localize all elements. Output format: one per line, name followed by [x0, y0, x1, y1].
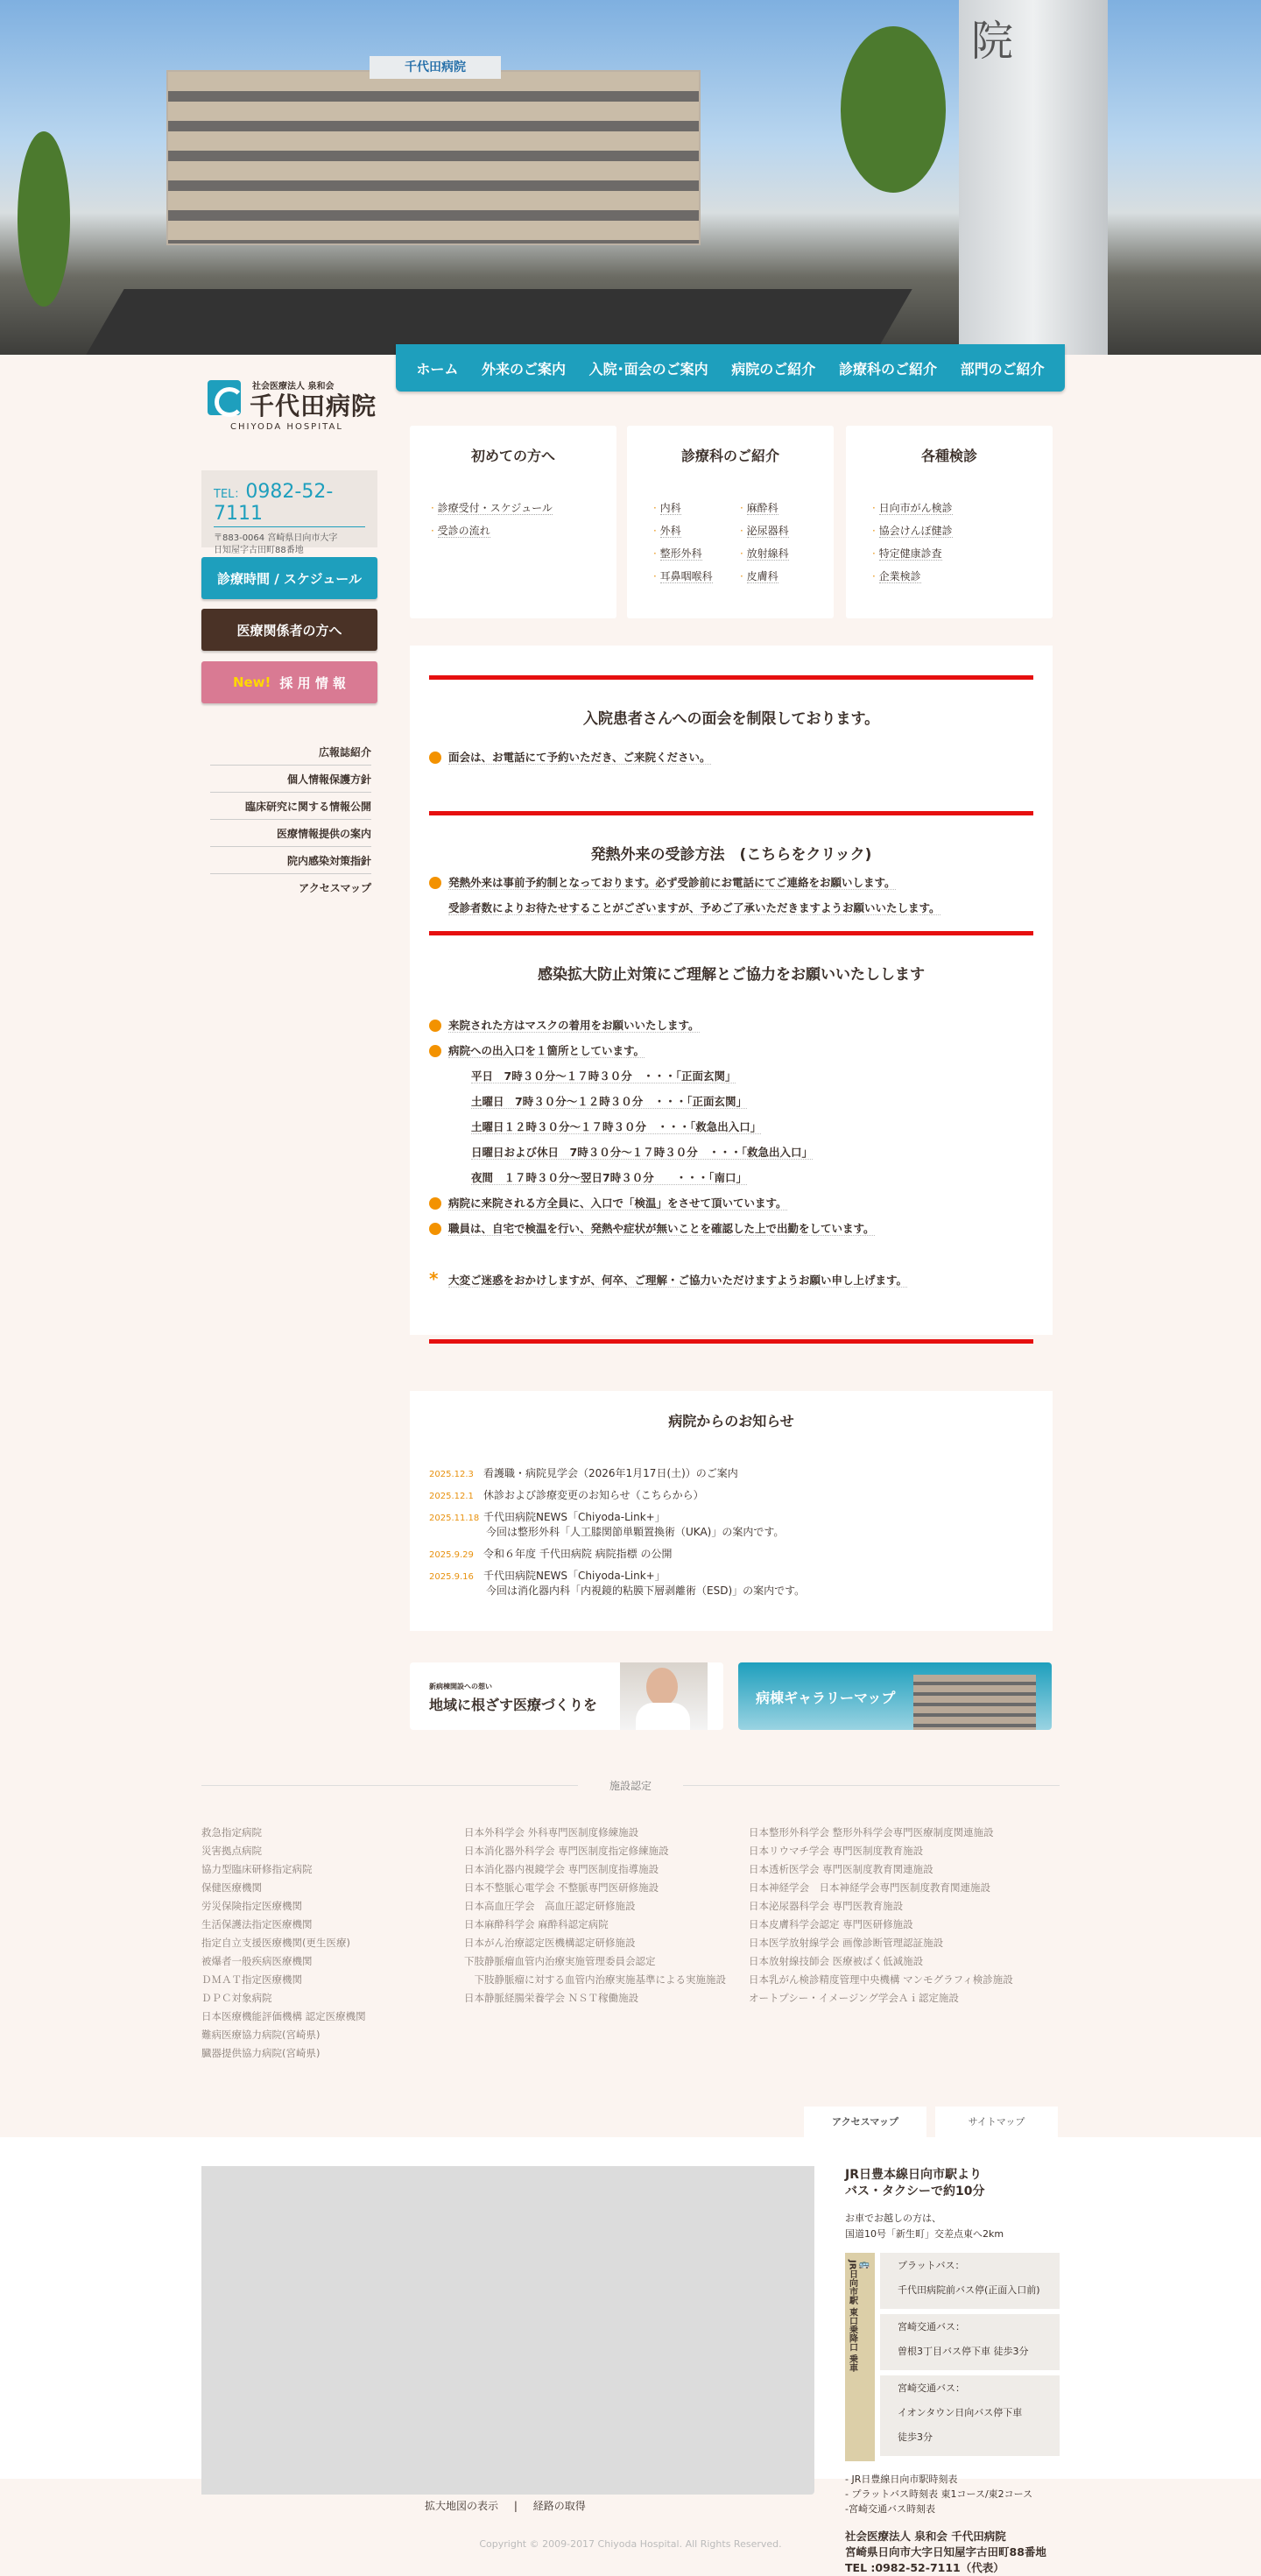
news-title: 病院からのお知らせ [668, 1413, 794, 1429]
fever-clinic-link[interactable]: 発熱外来の受診方法 (こちらをクリック) [590, 846, 872, 864]
facility-item: 日本整形外科学会 整形外科学会専門医療制度関連施設 [749, 1826, 994, 1838]
facilities-col [749, 1824, 1013, 2008]
news-date: 2025.9.29 [429, 1550, 474, 1560]
facilities-heading [201, 1778, 1060, 1793]
notice-title: 感染拡大防止対策にご理解とご協力をお願いいたしします [538, 966, 925, 984]
access-info [845, 2167, 1060, 2576]
nav-about[interactable]: 病院のご紹介 [731, 360, 816, 378]
news-item[interactable] [429, 1546, 1033, 1561]
banner-title: 病棟ギャラリーマップ [756, 1690, 896, 1706]
facility-item: 日本皮膚科学会認定 専門医研修施設 [749, 1918, 913, 1930]
facility-item: 日本不整脈心電学会 不整脈専門医研修施設 [464, 1881, 659, 1894]
news-date: 2025.12.3 [429, 1470, 474, 1479]
notice-line [429, 1274, 1033, 1288]
hours-line [429, 1171, 1033, 1185]
bus-stop-name: 千代田病院前バス停(正面入口前) [889, 2281, 1051, 2300]
notice-text: 来院された方はマスクの着用をお願いいたします。 [448, 1019, 700, 1032]
facilities-title: 施設認定 [609, 1780, 652, 1792]
facility-item: 協力型臨床研修指定病院 [201, 1863, 313, 1875]
notice-title: 入院患者さんへの面会を制限しております。 [582, 710, 880, 728]
facility-item: 日本リウマチ学会 専門医制度教育施設 [749, 1845, 924, 1857]
card-item [653, 523, 729, 538]
logo-mark-icon [208, 380, 241, 415]
news-item[interactable] [429, 1568, 1033, 1598]
news-text: 看護職・病院見学会（2026年1月17日(土)）のご案内 [483, 1467, 738, 1479]
hours-line [429, 1120, 1033, 1134]
timetable-link[interactable]: - JR日豊線日向市駅時刻表 [845, 2474, 958, 2485]
card-departments [627, 426, 834, 618]
hours-line [429, 1069, 1033, 1083]
card-item [872, 500, 1035, 515]
hours-line [429, 1095, 1033, 1109]
recruit-button[interactable] [201, 661, 377, 703]
card-link[interactable]: 外科 [659, 525, 681, 537]
new-badge: New! [232, 674, 271, 690]
tree [18, 131, 70, 307]
card-checkups [846, 426, 1053, 618]
nav-divisions[interactable]: 部門のご紹介 [960, 360, 1045, 378]
route-link[interactable]: 経路の取得 [532, 2500, 586, 2512]
hours-line [429, 1146, 1033, 1160]
schedule-button[interactable]: 診療時間 / スケジュール [201, 557, 377, 599]
facility-item: 下肢静脈瘤血管内治療実施管理委員会認定 [464, 1955, 656, 1967]
card-link[interactable]: 日向市がん検診 [878, 502, 953, 514]
hospital-building [166, 60, 701, 245]
org-address: 宮崎県日向市大字日知屋字古田町88番地 [845, 2545, 1046, 2558]
card-item [653, 568, 729, 583]
notice-text: 病院に来院される方全員に、入口で「検温」をさせて頂いています。 [448, 1196, 787, 1210]
side-link[interactable]: 臨床研究に関する情報公開 [210, 793, 371, 820]
notice-line [429, 1044, 1033, 1058]
card-link[interactable]: 放射線科 [746, 547, 789, 560]
card-link[interactable]: 皮膚科 [746, 570, 778, 582]
facility-item: 日本医学放射線学会 画像診断管理認証施設 [749, 1937, 944, 1949]
red-divider [429, 1339, 1033, 1344]
facility-item: 労災保険指定医療機関 [201, 1900, 302, 1912]
card-item [872, 523, 1035, 538]
notice-text: 発熱外来は事前予約制となっております。必ず受診前にお電話にてご連絡をお願いします。 [448, 876, 896, 889]
facility-item: 救急指定病院 [201, 1826, 262, 1838]
enlarge-map-link[interactable]: 拡大地図の表示 [425, 2500, 499, 2512]
timetable-link[interactable]: - プラットバス時刻表 東1コース/東2コース [845, 2488, 1033, 2500]
map-links [425, 2498, 586, 2513]
tel-number[interactable]: 0982-52-7111 [214, 481, 334, 525]
tel-label: TEL： [214, 488, 246, 501]
facility-item: 被爆者一般疾病医療機関 [201, 1955, 313, 1967]
card-item [872, 546, 1035, 561]
news-text: 休診および診療変更のお知らせ（こちらから） [483, 1489, 704, 1501]
logo-corp: 社会医療法人 泉和会 [252, 382, 335, 392]
news-box [410, 1391, 1053, 1631]
banner-gallery-map[interactable] [738, 1662, 1052, 1730]
facility-item: 臓器提供協力病院(宮崎県) [201, 2047, 321, 2059]
car-info: 国道10号「新生町」交差点東へ2km [845, 2228, 1004, 2240]
building-photo [913, 1675, 1036, 1730]
card-item [740, 546, 816, 561]
medical-professionals-button[interactable]: 医療関係者の方へ [201, 609, 377, 651]
bus-stop-name: 曽根3丁目バス停下車 徒歩3分 [889, 2342, 1051, 2361]
car-info: お車でお越しの方は、 [845, 2213, 941, 2224]
building-sign: 千代田病院 [370, 56, 501, 79]
news-date: 2025.11.18 [429, 1514, 480, 1523]
news-subtext: 今回は整形外科「人工膝関節単顆置換術（UKA)」の案内です。 [486, 1526, 785, 1538]
news-date: 2025.9.16 [429, 1572, 474, 1582]
side-link[interactable]: 個人情報保護方針 [210, 766, 371, 793]
facility-item: 指定自立支援医療機関(更生医療) [201, 1937, 350, 1949]
copyright: Copyright © 2009-2017 Chiyoda Hospital. All Rights Reserved. [479, 2538, 782, 2550]
facility-item: 日本消化器外科学会 専門医制度指定修練施設 [464, 1845, 669, 1857]
card-link[interactable]: 泌尿器科 [746, 525, 789, 537]
tab-sitemap[interactable]: サイトマップ [935, 2107, 1058, 2137]
tab-access-map[interactable]: アクセスマップ [804, 2107, 926, 2137]
card-link[interactable]: 企業検診 [878, 570, 921, 582]
notice-line [429, 901, 1033, 915]
hours-text: 平日 7時３０分～１７時３０分 ・・・「正面玄関」 [471, 1069, 736, 1083]
bus-icon: 🚌 [858, 2260, 870, 2269]
facility-item: 日本神経学会 日本神経学会専門医制度教育関連施設 [749, 1881, 990, 1894]
notice-text: 病院への出入口を１箇所としています。 [448, 1044, 645, 1057]
banner-title: 地域に根ざす医療づくりを [429, 1697, 598, 1713]
nav-departments[interactable]: 診療科のご紹介 [838, 360, 937, 378]
logo[interactable] [204, 377, 379, 438]
red-divider [429, 931, 1033, 935]
address-line: 日知屋字古田町88番地 [214, 546, 304, 555]
footer-tabs [804, 2107, 1058, 2137]
map[interactable] [201, 2166, 814, 2495]
card-link[interactable]: 整形外科 [659, 547, 702, 560]
card-link[interactable]: 内科 [659, 502, 681, 514]
notice-line [429, 1019, 1033, 1033]
facility-item: 日本乳がん検診精度管理中央機構 マンモグラフィ検診施設 [749, 1973, 1013, 1986]
facility-item: 難病医療協力病院(宮崎県) [201, 2029, 321, 2041]
org-tel: TEL :0982-52-7111（代表） [845, 2561, 1004, 2574]
bus-line: 宮崎交通バス： [889, 2379, 1051, 2398]
nav-home[interactable]: ホーム [416, 360, 459, 378]
facilities-col [464, 1824, 726, 2008]
news-item[interactable] [429, 1465, 1033, 1480]
access-heading: JR日豊本線日向市駅より [845, 2168, 982, 2182]
recruit-label: 採 用 情 報 [279, 674, 347, 691]
card-link[interactable]: 協会けんぽ健診 [878, 525, 953, 537]
facility-item: ＤＭＡＴ指定医療機関 [201, 1973, 302, 1986]
news-subtext: 今回は消化器内科「内視鏡的粘膜下層剥離術（ESD)」の案内です。 [486, 1584, 806, 1597]
address-line: 〒883-0064 宮崎県日向市大字 [214, 533, 338, 543]
card-item [653, 500, 729, 515]
facility-item: オートプシー・イメージング学会Ａｉ認定施設 [749, 1992, 959, 2004]
news-item[interactable] [429, 1509, 1033, 1539]
card-item [740, 500, 816, 515]
bus-line: 宮崎交通バス： [889, 2318, 1051, 2337]
card-link[interactable]: 受診の流れ [437, 525, 490, 537]
bus-stop [880, 2314, 1060, 2370]
notice-line [429, 751, 1033, 765]
side-link[interactable]: 医療情報提供の案内 [210, 820, 371, 847]
notice-text: 受診者数によりお待たせすることがございますが、予めご了承いただきますようお願いいたします。 [448, 901, 940, 914]
tree [841, 26, 946, 193]
facility-item: ＤＰＣ対象病院 [201, 1992, 272, 2004]
news-item[interactable] [429, 1487, 1033, 1502]
bus-stop-walk: 徒歩3分 [889, 2428, 1051, 2447]
bus-tag-text: JR日向市駅 東口乗降口 乗車 [847, 2260, 857, 2373]
facility-item: 日本麻酔科学会 麻酔科認定病院 [464, 1918, 609, 1930]
red-divider [429, 675, 1033, 680]
facility-item: 日本消化器内視鏡学会 専門医制度指導施設 [464, 1863, 659, 1875]
facility-item: 日本外科学会 外科専門医制度修練施設 [464, 1826, 639, 1838]
news-text: 千代田病院NEWS「Chiyoda-Link+」 [483, 1570, 666, 1582]
nav-outpatient[interactable]: 外来のご案内 [481, 360, 566, 378]
facility-item: 日本静脈経腸栄養学会 ＮＳＴ稼働施設 [464, 1992, 639, 2004]
bus-tag [845, 2253, 875, 2461]
red-divider [429, 811, 1033, 815]
timetable-link[interactable]: -宮崎交通バス時刻表 [845, 2503, 935, 2515]
bus-stop [880, 2253, 1060, 2309]
hours-text: 日曜日および休日 7時３０分～１７時３０分 ・・・「救急出入口」 [471, 1146, 813, 1159]
tel-box [201, 470, 377, 555]
facility-item: 生活保護法指定医療機関 [201, 1918, 313, 1930]
card-item [431, 500, 599, 515]
facility-item: 日本泌尿器科学会 専門医教育施設 [749, 1900, 904, 1912]
news-text: 千代田病院NEWS「Chiyoda-Link+」 [483, 1511, 666, 1523]
logo-en: CHIYODA HOSPITAL [230, 422, 343, 432]
facility-item: 保健医療機関 [201, 1881, 262, 1894]
notice-text: 職員は、自宅で検温を行い、発熱や症状が無いことを確認した上で出勤をしています。 [448, 1222, 875, 1235]
hours-text: 土曜日 7時３０分～１２時３０分 ・・・「正面玄関」 [471, 1095, 747, 1108]
access-heading: バス・タクシーで約10分 [845, 2184, 985, 2198]
facility-item: 日本医療機能評価機構 認定医療機関 [201, 2010, 366, 2022]
facility-item: 日本高血圧学会 高血圧認定研修施設 [464, 1900, 636, 1912]
bus-stop-name: イオンタウン日向バス停下車 [889, 2403, 1051, 2423]
bus-line: プラットバス： [889, 2256, 1051, 2276]
facility-item: 災害拠点病院 [201, 1845, 262, 1857]
card-item [872, 568, 1035, 583]
hours-text: 土曜日１２時３０分～１７時３０分 ・・・「救急出入口」 [471, 1120, 762, 1133]
notice-text: 大変ご迷惑をおかけしますが、何卒、ご理解・ご協力いただけますようお願い申し上げます。 [448, 1274, 908, 1287]
facility-item: 日本放射線技師会 医療被ばく低減施設 [749, 1955, 924, 1967]
card-item [740, 568, 816, 583]
bus-stop [880, 2375, 1060, 2456]
facility-item: 日本がん治療認定医機構認定研修施設 [464, 1937, 636, 1949]
banner-subtitle: 新病棟開設への想い [429, 1683, 492, 1690]
pillar-text: 院 [971, 17, 1014, 66]
card-link[interactable]: 診療受付・スケジュール [437, 502, 553, 514]
hero-image [0, 0, 1261, 355]
hours-text: 夜間 １７時３０分～翌日7時３０分 ・・・「南口」 [471, 1171, 747, 1184]
card-link[interactable]: 特定健康診査 [878, 547, 942, 560]
side-link[interactable]: アクセスマップ [299, 882, 371, 894]
card-item [740, 523, 816, 538]
org-name: 社会医療法人 泉和会 千代田病院 [845, 2530, 1006, 2543]
sign-pillar [959, 0, 1108, 355]
facility-item: 日本透析医学会 専門医制度教育関連施設 [749, 1863, 933, 1875]
card-title: 診療科のご紹介 [680, 448, 779, 464]
news-date: 2025.12.1 [429, 1492, 474, 1501]
card-title: 初めての方へ [470, 448, 555, 464]
doctor-photo [620, 1662, 708, 1730]
main-nav [396, 344, 1065, 392]
banner-new-ward[interactable] [410, 1662, 723, 1730]
card-first-visit [410, 426, 616, 618]
facilities-col [201, 1824, 366, 2063]
card-link[interactable]: 耳鼻咽喉科 [659, 570, 713, 582]
nav-inpatient[interactable]: 入院･面会のご案内 [588, 360, 708, 378]
side-link[interactable]: 広報誌紹介 [210, 738, 371, 766]
bus-info [845, 2253, 1060, 2461]
card-item [653, 546, 729, 561]
separator: | [513, 2500, 518, 2512]
news-text: 令和６年度 千代田病院 病院指標 の公開 [483, 1548, 673, 1560]
card-link[interactable]: 麻酔科 [746, 502, 778, 514]
notice-line [429, 876, 1033, 890]
notice-text: 面会は、お電話にて予約いただき、ご来院ください。 [448, 751, 711, 764]
card-item [431, 523, 599, 538]
facility-item: 下肢静脈瘤に対する血管内治療実施基準による実施施設 [464, 1973, 726, 1986]
logo-name: 千代田病院 [250, 392, 377, 420]
side-links [210, 738, 371, 900]
notice-box [410, 646, 1053, 1335]
notice-line [429, 1196, 1033, 1210]
side-link[interactable]: 院内感染対策指針 [210, 847, 371, 874]
notice-line [429, 1222, 1033, 1236]
card-title: 各種検診 [920, 448, 977, 464]
